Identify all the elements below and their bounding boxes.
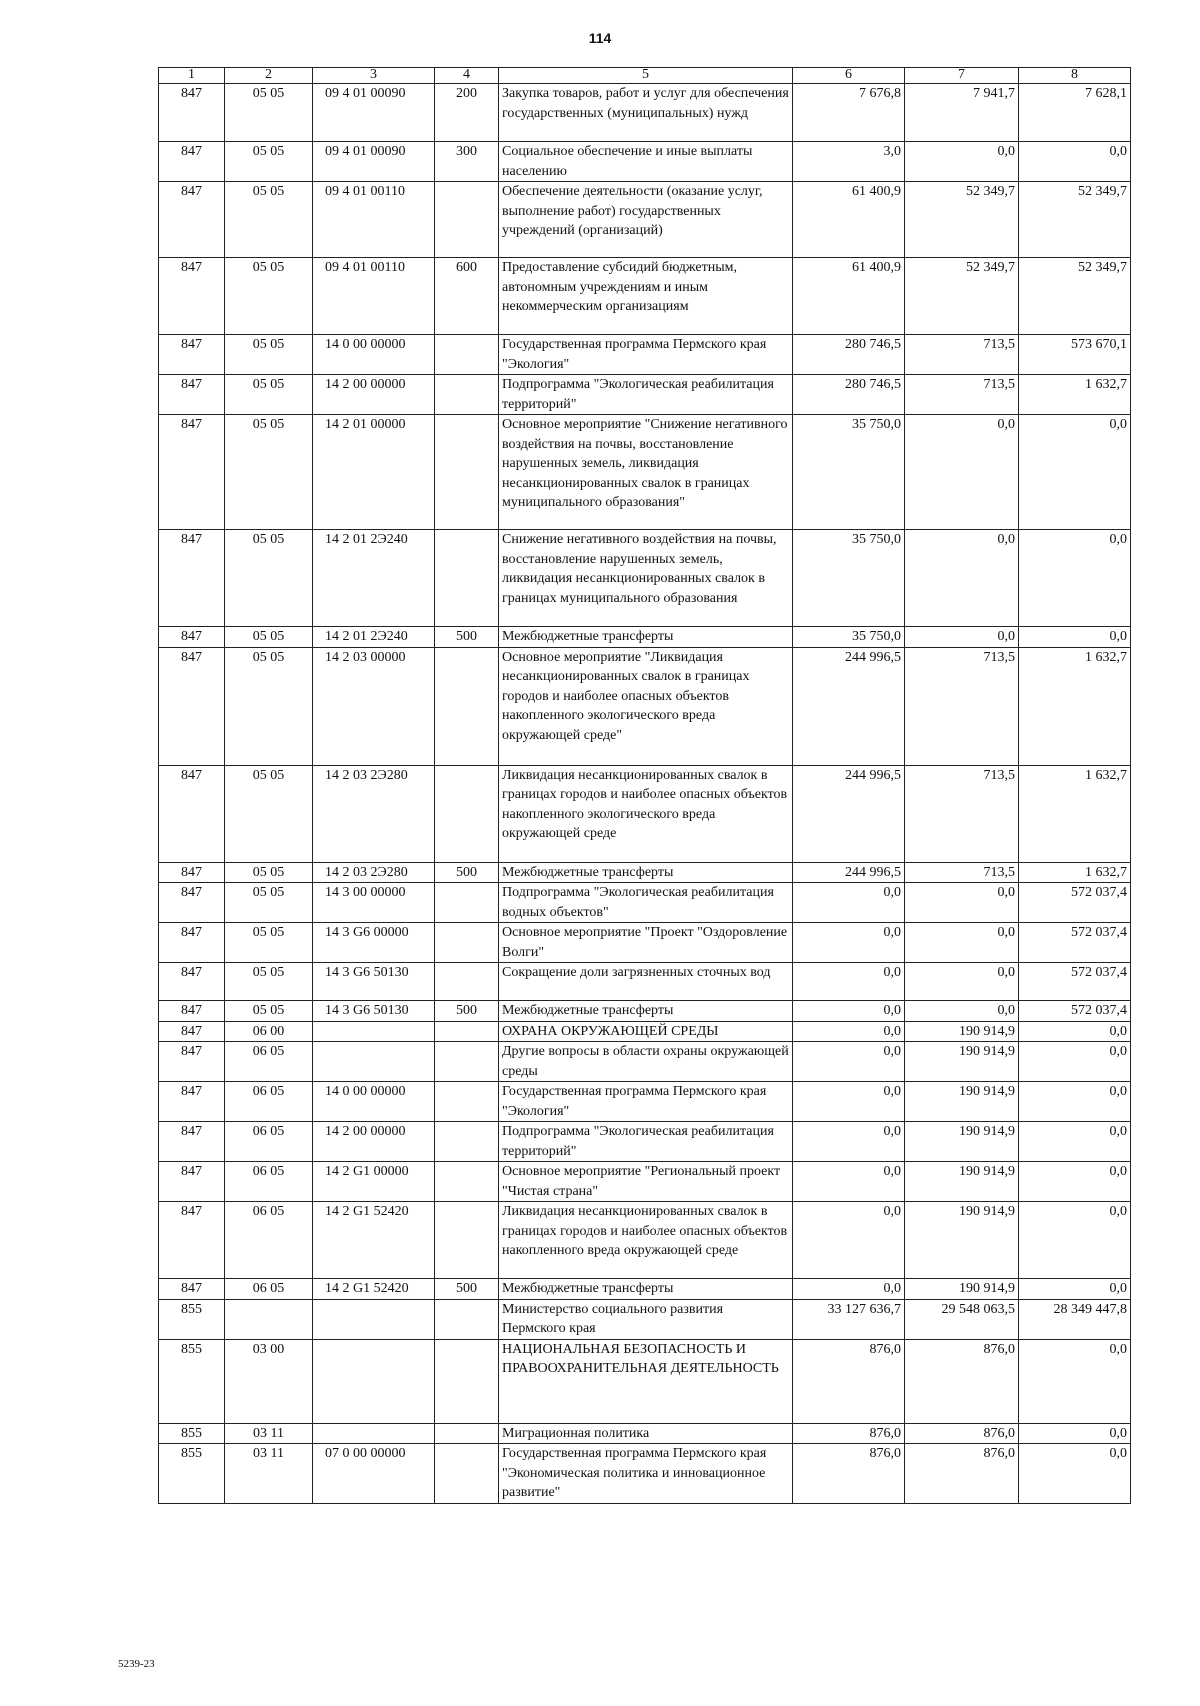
item-name-cell: Ликвидация несанкционированных свалок в границах городов и наиболее опасных объектов накопленного экологического вреда окружающей среде bbox=[499, 765, 793, 862]
section-code-cell: 05 05 bbox=[225, 142, 313, 182]
amount-cell: 713,5 bbox=[905, 375, 1019, 415]
item-name-cell: Сокращение доли загрязненных сточных вод bbox=[499, 963, 793, 1001]
table-row bbox=[159, 182, 1131, 258]
amount-cell: 876,0 bbox=[905, 1444, 1019, 1504]
section-code-cell: 05 05 bbox=[225, 883, 313, 923]
expense-type-cell bbox=[435, 883, 499, 923]
target-article-cell: 14 2 01 2Э240 bbox=[313, 530, 435, 627]
amount-cell: 713,5 bbox=[905, 335, 1019, 375]
dept-code-cell: 847 bbox=[159, 1021, 225, 1042]
amount-cell: 3,0 bbox=[793, 142, 905, 182]
item-name-cell: Основное мероприятие "Ликвидация несанкционированных свалок в границах городов и наиболее опасных объектов накопленного экологического вреда окружающей среде" bbox=[499, 647, 793, 765]
section-code-cell bbox=[225, 1299, 313, 1339]
target-article-cell: 09 4 01 00110 bbox=[313, 258, 435, 335]
amount-cell: 0,0 bbox=[1019, 1339, 1131, 1423]
amount-cell: 244 996,5 bbox=[793, 765, 905, 862]
dept-code-cell: 847 bbox=[159, 258, 225, 335]
column-header: 6 bbox=[793, 68, 905, 84]
amount-cell: 190 914,9 bbox=[905, 1082, 1019, 1122]
column-header: 7 bbox=[905, 68, 1019, 84]
amount-cell: 0,0 bbox=[793, 1021, 905, 1042]
item-name-cell: Межбюджетные трансферты bbox=[499, 1001, 793, 1022]
header-row bbox=[159, 68, 1131, 84]
target-article-cell: 14 2 G1 00000 bbox=[313, 1162, 435, 1202]
table-row bbox=[159, 1444, 1131, 1504]
amount-cell: 0,0 bbox=[1019, 1279, 1131, 1300]
amount-cell: 35 750,0 bbox=[793, 530, 905, 627]
item-name-cell: Основное мероприятие "Снижение негативного воздействия на почвы, восстановление нарушенных земель, ликвидация несанкционированных свалок в границах муниципального образования" bbox=[499, 415, 793, 530]
expense-type-cell bbox=[435, 530, 499, 627]
section-code-cell: 05 05 bbox=[225, 1001, 313, 1022]
amount-cell: 61 400,9 bbox=[793, 258, 905, 335]
section-code-cell: 03 00 bbox=[225, 1339, 313, 1423]
expense-type-cell bbox=[435, 182, 499, 258]
amount-cell: 0,0 bbox=[905, 1001, 1019, 1022]
amount-cell: 0,0 bbox=[1019, 1162, 1131, 1202]
amount-cell: 713,5 bbox=[905, 647, 1019, 765]
amount-cell: 33 127 636,7 bbox=[793, 1299, 905, 1339]
amount-cell: 52 349,7 bbox=[1019, 258, 1131, 335]
amount-cell: 572 037,4 bbox=[1019, 883, 1131, 923]
amount-cell: 52 349,7 bbox=[1019, 182, 1131, 258]
amount-cell: 876,0 bbox=[793, 1444, 905, 1504]
amount-cell: 1 632,7 bbox=[1019, 647, 1131, 765]
target-article-cell: 14 2 03 00000 bbox=[313, 647, 435, 765]
dept-code-cell: 855 bbox=[159, 1423, 225, 1444]
amount-cell: 0,0 bbox=[1019, 142, 1131, 182]
target-article-cell bbox=[313, 1299, 435, 1339]
item-name-cell: Подпрограмма "Экологическая реабилитация территорий" bbox=[499, 375, 793, 415]
section-code-cell: 06 05 bbox=[225, 1042, 313, 1082]
dept-code-cell: 847 bbox=[159, 530, 225, 627]
dept-code-cell: 847 bbox=[159, 1279, 225, 1300]
amount-cell: 7 676,8 bbox=[793, 84, 905, 142]
amount-cell: 0,0 bbox=[1019, 1042, 1131, 1082]
item-name-cell: Министерство социального развития Пермского края bbox=[499, 1299, 793, 1339]
amount-cell: 190 914,9 bbox=[905, 1202, 1019, 1279]
section-code-cell: 06 05 bbox=[225, 1162, 313, 1202]
target-article-cell: 14 0 00 00000 bbox=[313, 1082, 435, 1122]
amount-cell: 0,0 bbox=[793, 1202, 905, 1279]
column-header: 8 bbox=[1019, 68, 1131, 84]
budget-table bbox=[158, 67, 1131, 1504]
expense-type-cell bbox=[435, 1339, 499, 1423]
table-row bbox=[159, 765, 1131, 862]
target-article-cell: 14 2 01 00000 bbox=[313, 415, 435, 530]
amount-cell: 572 037,4 bbox=[1019, 1001, 1131, 1022]
dept-code-cell: 847 bbox=[159, 182, 225, 258]
expense-type-cell bbox=[435, 1082, 499, 1122]
amount-cell: 0,0 bbox=[1019, 1202, 1131, 1279]
item-name-cell: Ликвидация несанкционированных свалок в границах городов и наиболее опасных объектов накопленного вреда окружающей среде bbox=[499, 1202, 793, 1279]
table-row bbox=[159, 258, 1131, 335]
amount-cell: 29 548 063,5 bbox=[905, 1299, 1019, 1339]
expense-type-cell bbox=[435, 647, 499, 765]
amount-cell: 713,5 bbox=[905, 765, 1019, 862]
amount-cell: 572 037,4 bbox=[1019, 963, 1131, 1001]
amount-cell: 0,0 bbox=[793, 1162, 905, 1202]
section-code-cell: 05 05 bbox=[225, 84, 313, 142]
item-name-cell: Предоставление субсидий бюджетным, автономным учреждениям и иным некоммерческим организациям bbox=[499, 258, 793, 335]
target-article-cell bbox=[313, 1021, 435, 1042]
amount-cell: 876,0 bbox=[905, 1339, 1019, 1423]
amount-cell: 35 750,0 bbox=[793, 415, 905, 530]
expense-type-cell: 500 bbox=[435, 1279, 499, 1300]
target-article-cell: 09 4 01 00090 bbox=[313, 84, 435, 142]
section-code-cell: 05 05 bbox=[225, 862, 313, 883]
dept-code-cell: 847 bbox=[159, 1001, 225, 1022]
target-article-cell: 14 3 G6 50130 bbox=[313, 963, 435, 1001]
expense-type-cell bbox=[435, 963, 499, 1001]
dept-code-cell: 855 bbox=[159, 1339, 225, 1423]
column-header: 2 bbox=[225, 68, 313, 84]
amount-cell: 1 632,7 bbox=[1019, 375, 1131, 415]
section-code-cell: 05 05 bbox=[225, 258, 313, 335]
amount-cell: 0,0 bbox=[793, 1279, 905, 1300]
amount-cell: 28 349 447,8 bbox=[1019, 1299, 1131, 1339]
item-name-cell: Межбюджетные трансферты bbox=[499, 1279, 793, 1300]
section-code-cell: 06 00 bbox=[225, 1021, 313, 1042]
amount-cell: 0,0 bbox=[905, 963, 1019, 1001]
amount-cell: 0,0 bbox=[905, 142, 1019, 182]
amount-cell: 0,0 bbox=[793, 1001, 905, 1022]
expense-type-cell bbox=[435, 1444, 499, 1504]
expense-type-cell bbox=[435, 765, 499, 862]
amount-cell: 1 632,7 bbox=[1019, 862, 1131, 883]
amount-cell: 0,0 bbox=[1019, 1082, 1131, 1122]
target-article-cell: 14 3 G6 50130 bbox=[313, 1001, 435, 1022]
target-article-cell: 14 0 00 00000 bbox=[313, 335, 435, 375]
section-code-cell: 06 05 bbox=[225, 1122, 313, 1162]
item-name-cell: Социальное обеспечение и иные выплаты населению bbox=[499, 142, 793, 182]
target-article-cell: 14 2 03 2Э280 bbox=[313, 862, 435, 883]
table-row bbox=[159, 647, 1131, 765]
amount-cell: 0,0 bbox=[905, 923, 1019, 963]
section-code-cell: 05 05 bbox=[225, 765, 313, 862]
target-article-cell: 14 2 00 00000 bbox=[313, 375, 435, 415]
section-code-cell: 06 05 bbox=[225, 1279, 313, 1300]
expense-type-cell: 200 bbox=[435, 84, 499, 142]
expense-type-cell bbox=[435, 1042, 499, 1082]
column-header: 5 bbox=[499, 68, 793, 84]
page-number: 114 bbox=[588, 30, 612, 46]
target-article-cell bbox=[313, 1042, 435, 1082]
expense-type-cell bbox=[435, 1299, 499, 1339]
table-row bbox=[159, 142, 1131, 182]
target-article-cell: 14 2 00 00000 bbox=[313, 1122, 435, 1162]
item-name-cell: Снижение негативного воздействия на почвы, восстановление нарушенных земель, ликвидация несанкционированных свалок в границах муниципального образования bbox=[499, 530, 793, 627]
amount-cell: 190 914,9 bbox=[905, 1162, 1019, 1202]
table-row bbox=[159, 375, 1131, 415]
amount-cell: 0,0 bbox=[793, 1122, 905, 1162]
table-row bbox=[159, 1021, 1131, 1042]
dept-code-cell: 847 bbox=[159, 1042, 225, 1082]
expense-type-cell: 600 bbox=[435, 258, 499, 335]
amount-cell: 52 349,7 bbox=[905, 182, 1019, 258]
table-row bbox=[159, 1299, 1131, 1339]
section-code-cell: 03 11 bbox=[225, 1444, 313, 1504]
expense-type-cell bbox=[435, 375, 499, 415]
dept-code-cell: 847 bbox=[159, 765, 225, 862]
expense-type-cell bbox=[435, 1202, 499, 1279]
amount-cell: 0,0 bbox=[793, 1042, 905, 1082]
amount-cell: 0,0 bbox=[905, 627, 1019, 648]
amount-cell: 0,0 bbox=[1019, 1423, 1131, 1444]
dept-code-cell: 847 bbox=[159, 923, 225, 963]
amount-cell: 0,0 bbox=[905, 883, 1019, 923]
amount-cell: 280 746,5 bbox=[793, 335, 905, 375]
target-article-cell: 14 2 03 2Э280 bbox=[313, 765, 435, 862]
section-code-cell: 05 05 bbox=[225, 627, 313, 648]
dept-code-cell: 847 bbox=[159, 335, 225, 375]
dept-code-cell: 847 bbox=[159, 627, 225, 648]
item-name-cell: Другие вопросы в области охраны окружающей среды bbox=[499, 1042, 793, 1082]
amount-cell: 0,0 bbox=[793, 963, 905, 1001]
target-article-cell: 14 2 01 2Э240 bbox=[313, 627, 435, 648]
dept-code-cell: 847 bbox=[159, 883, 225, 923]
amount-cell: 876,0 bbox=[793, 1423, 905, 1444]
expense-type-cell bbox=[435, 1122, 499, 1162]
item-name-cell: Закупка товаров, работ и услуг для обеспечения государственных (муниципальных) нужд bbox=[499, 84, 793, 142]
amount-cell: 35 750,0 bbox=[793, 627, 905, 648]
amount-cell: 190 914,9 bbox=[905, 1021, 1019, 1042]
dept-code-cell: 847 bbox=[159, 142, 225, 182]
document-code: 5239-23 bbox=[118, 1658, 155, 1670]
dept-code-cell: 847 bbox=[159, 1082, 225, 1122]
expense-type-cell: 500 bbox=[435, 627, 499, 648]
target-article-cell: 07 0 00 00000 bbox=[313, 1444, 435, 1504]
table-row bbox=[159, 1082, 1131, 1122]
dept-code-cell: 847 bbox=[159, 1202, 225, 1279]
dept-code-cell: 847 bbox=[159, 862, 225, 883]
table-body bbox=[159, 84, 1131, 1504]
amount-cell: 1 632,7 bbox=[1019, 765, 1131, 862]
amount-cell: 573 670,1 bbox=[1019, 335, 1131, 375]
target-article-cell: 14 2 G1 52420 bbox=[313, 1202, 435, 1279]
amount-cell: 0,0 bbox=[1019, 415, 1131, 530]
amount-cell: 244 996,5 bbox=[793, 647, 905, 765]
section-code-cell: 05 05 bbox=[225, 375, 313, 415]
table-row bbox=[159, 1339, 1131, 1423]
item-name-cell: Межбюджетные трансферты bbox=[499, 627, 793, 648]
amount-cell: 52 349,7 bbox=[905, 258, 1019, 335]
amount-cell: 190 914,9 bbox=[905, 1042, 1019, 1082]
amount-cell: 190 914,9 bbox=[905, 1122, 1019, 1162]
table-row bbox=[159, 1162, 1131, 1202]
amount-cell: 244 996,5 bbox=[793, 862, 905, 883]
expense-type-cell bbox=[435, 923, 499, 963]
amount-cell: 713,5 bbox=[905, 862, 1019, 883]
amount-cell: 876,0 bbox=[793, 1339, 905, 1423]
target-article-cell: 14 2 G1 52420 bbox=[313, 1279, 435, 1300]
item-name-cell: Миграционная политика bbox=[499, 1423, 793, 1444]
section-code-cell: 05 05 bbox=[225, 415, 313, 530]
expense-type-cell bbox=[435, 1021, 499, 1042]
section-code-cell: 05 05 bbox=[225, 530, 313, 627]
amount-cell: 7 941,7 bbox=[905, 84, 1019, 142]
amount-cell: 876,0 bbox=[905, 1423, 1019, 1444]
amount-cell: 0,0 bbox=[1019, 627, 1131, 648]
amount-cell: 572 037,4 bbox=[1019, 923, 1131, 963]
amount-cell: 0,0 bbox=[793, 1082, 905, 1122]
section-code-cell: 05 05 bbox=[225, 963, 313, 1001]
dept-code-cell: 855 bbox=[159, 1444, 225, 1504]
section-code-cell: 03 11 bbox=[225, 1423, 313, 1444]
item-name-cell: Подпрограмма "Экологическая реабилитация водных объектов" bbox=[499, 883, 793, 923]
item-name-cell: Подпрограмма "Экологическая реабилитация территорий" bbox=[499, 1122, 793, 1162]
item-name-cell: Основное мероприятие "Региональный проект "Чистая страна" bbox=[499, 1162, 793, 1202]
item-name-cell: Межбюджетные трансферты bbox=[499, 862, 793, 883]
item-name-cell: Государственная программа Пермского края "Экология" bbox=[499, 335, 793, 375]
dept-code-cell: 847 bbox=[159, 1122, 225, 1162]
dept-code-cell: 847 bbox=[159, 415, 225, 530]
table-row bbox=[159, 1001, 1131, 1022]
item-name-cell: Основное мероприятие "Проект "Оздоровление Волги" bbox=[499, 923, 793, 963]
target-article-cell: 14 3 00 00000 bbox=[313, 883, 435, 923]
table-row bbox=[159, 415, 1131, 530]
expense-type-cell: 500 bbox=[435, 862, 499, 883]
table-row bbox=[159, 335, 1131, 375]
table-row bbox=[159, 883, 1131, 923]
amount-cell: 0,0 bbox=[905, 415, 1019, 530]
amount-cell: 0,0 bbox=[793, 883, 905, 923]
section-code-cell: 05 05 bbox=[225, 923, 313, 963]
target-article-cell: 14 3 G6 00000 bbox=[313, 923, 435, 963]
expense-type-cell bbox=[435, 1162, 499, 1202]
section-code-cell: 05 05 bbox=[225, 335, 313, 375]
dept-code-cell: 847 bbox=[159, 647, 225, 765]
section-code-cell: 06 05 bbox=[225, 1082, 313, 1122]
target-article-cell bbox=[313, 1339, 435, 1423]
table-row bbox=[159, 1122, 1131, 1162]
table-row bbox=[159, 963, 1131, 1001]
expense-type-cell: 500 bbox=[435, 1001, 499, 1022]
expense-type-cell bbox=[435, 1423, 499, 1444]
section-code-cell: 05 05 bbox=[225, 182, 313, 258]
dept-code-cell: 847 bbox=[159, 963, 225, 1001]
amount-cell: 0,0 bbox=[905, 530, 1019, 627]
amount-cell: 0,0 bbox=[1019, 1444, 1131, 1504]
table-row bbox=[159, 84, 1131, 142]
table-row bbox=[159, 1202, 1131, 1279]
item-name-cell: Государственная программа Пермского края "Экономическая политика и инновационное развитие" bbox=[499, 1444, 793, 1504]
column-header: 1 bbox=[159, 68, 225, 84]
amount-cell: 0,0 bbox=[793, 923, 905, 963]
target-article-cell: 09 4 01 00090 bbox=[313, 142, 435, 182]
expense-type-cell bbox=[435, 415, 499, 530]
table-row bbox=[159, 1279, 1131, 1300]
amount-cell: 61 400,9 bbox=[793, 182, 905, 258]
column-header: 3 bbox=[313, 68, 435, 84]
item-name-cell: ОХРАНА ОКРУЖАЮЩЕЙ СРЕДЫ bbox=[499, 1021, 793, 1042]
table-row bbox=[159, 862, 1131, 883]
table-row bbox=[159, 923, 1131, 963]
section-code-cell: 06 05 bbox=[225, 1202, 313, 1279]
expense-type-cell: 300 bbox=[435, 142, 499, 182]
item-name-cell: НАЦИОНАЛЬНАЯ БЕЗОПАСНОСТЬ И ПРАВООХРАНИТЕЛЬНАЯ ДЕЯТЕЛЬНОСТЬ bbox=[499, 1339, 793, 1423]
section-code-cell: 05 05 bbox=[225, 647, 313, 765]
target-article-cell: 09 4 01 00110 bbox=[313, 182, 435, 258]
amount-cell: 190 914,9 bbox=[905, 1279, 1019, 1300]
expense-type-cell bbox=[435, 335, 499, 375]
dept-code-cell: 855 bbox=[159, 1299, 225, 1339]
dept-code-cell: 847 bbox=[159, 1162, 225, 1202]
table-row bbox=[159, 627, 1131, 648]
amount-cell: 0,0 bbox=[1019, 1122, 1131, 1162]
column-header: 4 bbox=[435, 68, 499, 84]
dept-code-cell: 847 bbox=[159, 375, 225, 415]
table-row bbox=[159, 1042, 1131, 1082]
amount-cell: 280 746,5 bbox=[793, 375, 905, 415]
amount-cell: 0,0 bbox=[1019, 1021, 1131, 1042]
item-name-cell: Обеспечение деятельности (оказание услуг, выполнение работ) государственных учреждений (организаций) bbox=[499, 182, 793, 258]
amount-cell: 7 628,1 bbox=[1019, 84, 1131, 142]
dept-code-cell: 847 bbox=[159, 84, 225, 142]
amount-cell: 0,0 bbox=[1019, 530, 1131, 627]
item-name-cell: Государственная программа Пермского края "Экология" bbox=[499, 1082, 793, 1122]
table-row bbox=[159, 1423, 1131, 1444]
target-article-cell bbox=[313, 1423, 435, 1444]
table-row bbox=[159, 530, 1131, 627]
